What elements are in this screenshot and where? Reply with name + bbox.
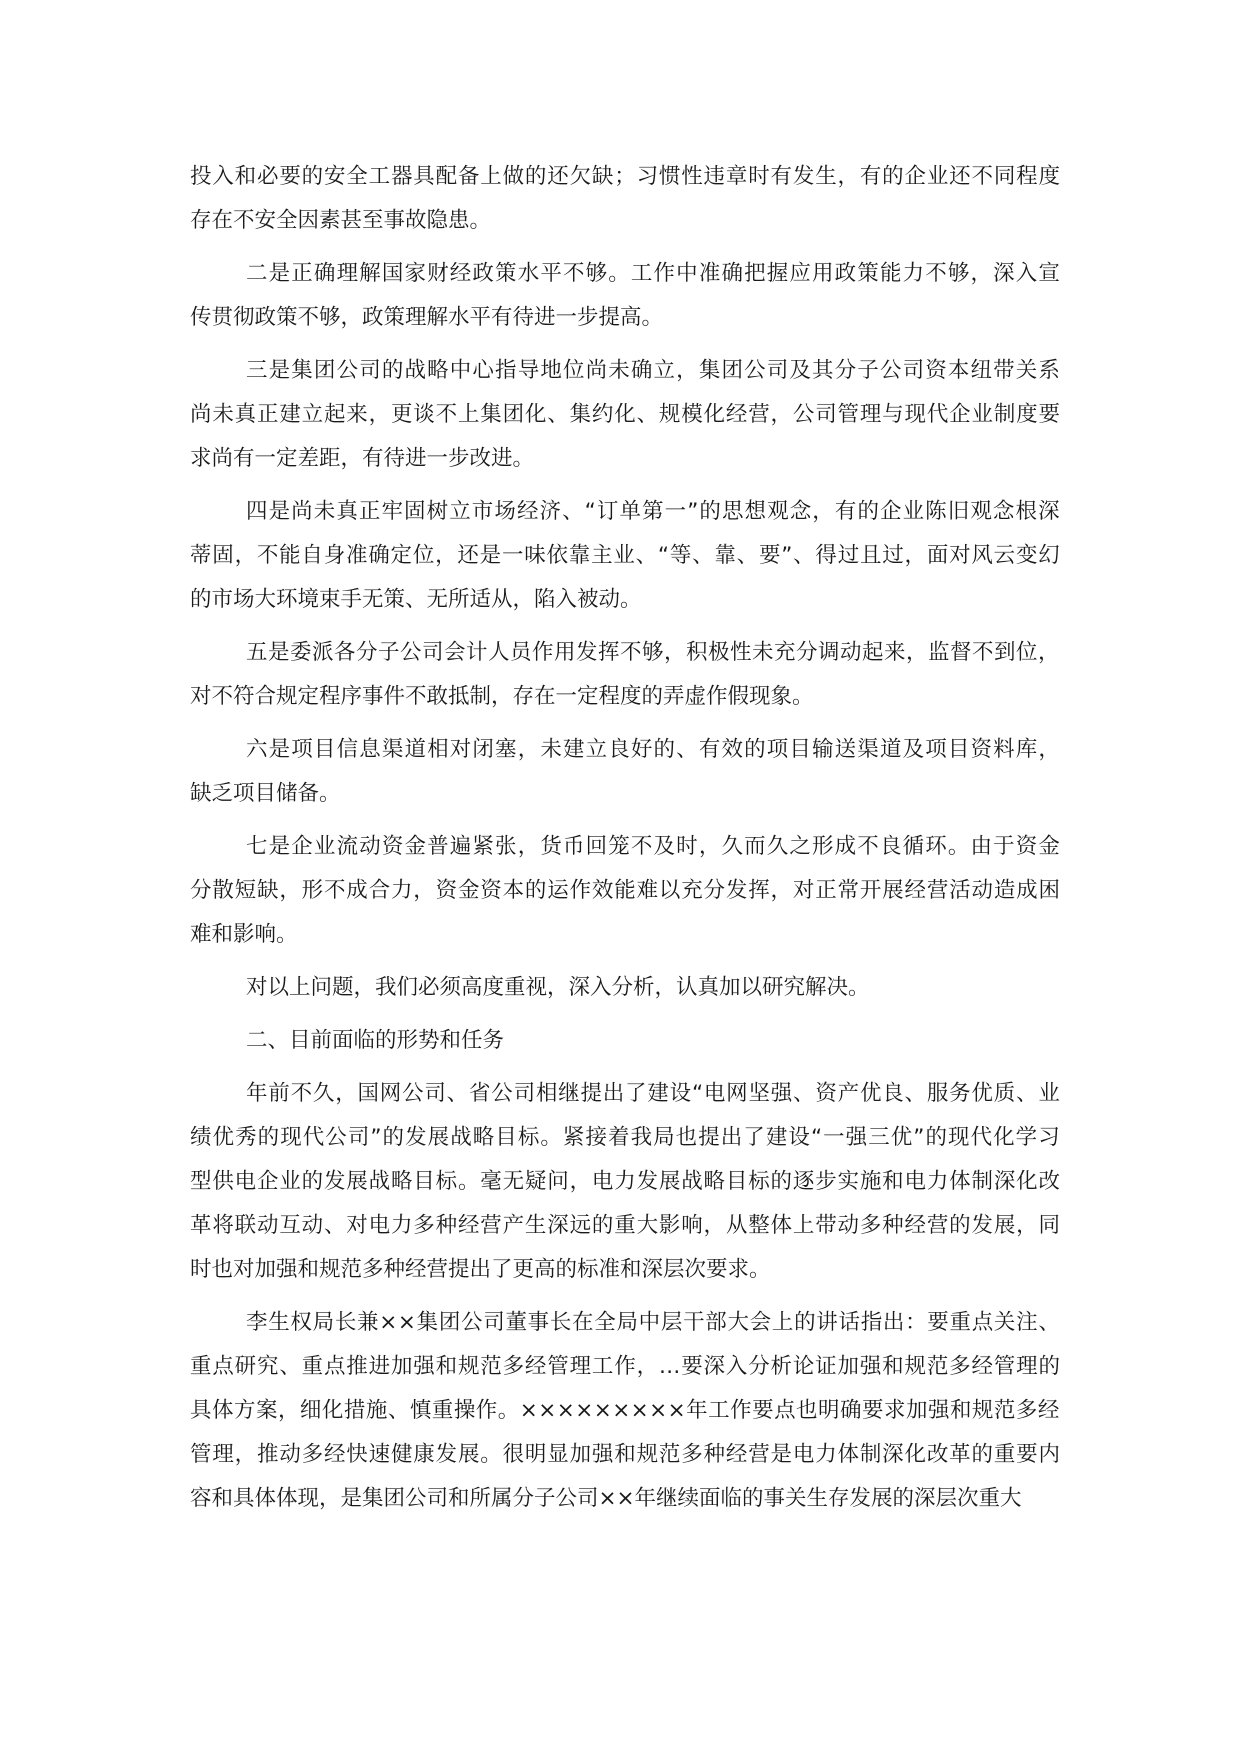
paragraph <box>190 155 1060 243</box>
paragraph-line: 对以上问题，我们必须高度重视，深入分析，认真加以研究解决。 <box>246 975 870 1000</box>
paragraph-line: 对不符合规定程序事件不敢抵制，存在一定程度的弄虚作假现象。 <box>190 684 814 709</box>
document-page <box>190 155 1060 1530</box>
paragraph-line: 缺乏项目储备。 <box>190 781 341 806</box>
paragraph-line: 七 是 企 业 流 动 资 金 普 遍 紧 张 ， 货 币 回 笼 不 及 时 ， 久 而 久 之 形 成 不 良 循 环 。 由 于 资 金 <box>246 834 1060 859</box>
paragraph <box>190 631 1060 719</box>
paragraph <box>190 1072 1060 1292</box>
paragraph-line: 年 前 不 久 ， 国 网 公 司 、 省 公 司 相 继 提 出 了 建 设 “ 电 网 坚 强 、 资 产 优 良 、 服 务 优 质 、 业 <box>246 1081 1060 1106</box>
paragraph-line: 绩 优 秀 的 现 代 公 司 ” 的 发 展 战 略 目 标 。 紧 接 着 我 局 也 提 出 了 建 设 “ 一 强 三 优 ” 的 现 代 化 学 习 <box>190 1125 1060 1150</box>
paragraph-line: 容和具体体现，是集团公司和所属分子公司××年继续面临的事关生存发展的深层次重大 <box>190 1486 1022 1511</box>
paragraph <box>190 966 1060 1010</box>
paragraph-line: 具 体 方 案 ， 细 化 措 施 、 慎 重 操 作 。 × × × × × × × × × 年 工 作 要 点 也 明 确 要 求 加 强 和 规 范 多 经 <box>190 1398 1060 1423</box>
paragraph <box>190 349 1060 481</box>
paragraph-line: 五 是 委 派 各 分 子 公 司 会 计 人 员 作 用 发 挥 不 够 ， 积 极 性 未 充 分 调 动 起 来 ， 监 督 不 到 位 ， <box>246 640 1060 665</box>
paragraph-line: 六 是 项 目 信 息 渠 道 相 对 闭 塞 ， 未 建 立 良 好 的 、 有 效 的 项 目 输 送 渠 道 及 项 目 资 料 库 ， <box>246 737 1060 762</box>
paragraph-line: 分 散 短 缺 ， 形 不 成 合 力 ， 资 金 资 本 的 运 作 效 能 难 以 充 分 发 挥 ， 对 正 常 开 展 经 营 活 动 造 成 困 <box>190 878 1060 903</box>
paragraph <box>190 252 1060 340</box>
paragraph-line: 李 生 权 局 长 兼 × × 集 团 公 司 董 事 长 在 全 局 中 层 干 部 大 会 上 的 讲 话 指 出 ： 要 重 点 关 注 、 <box>246 1310 1060 1335</box>
paragraph-line: 投 入 和 必 要 的 安 全 工 器 具 配 备 上 做 的 还 欠 缺 ； 习 惯 性 违 章 时 有 发 生 ， 有 的 企 业 还 不 同 程 度 <box>190 164 1060 189</box>
paragraph-line: 求尚有一定差距，有待进一步改进。 <box>190 446 535 471</box>
paragraph-line: 时也对加强和规范多种经营提出了更高的标准和深层次要求。 <box>190 1257 771 1282</box>
paragraph <box>190 825 1060 957</box>
paragraph-line: 难和影响。 <box>190 922 298 947</box>
paragraph-line: 革 将 联 动 互 动 、 对 电 力 多 种 经 营 产 生 深 远 的 重 大 影 响 ， 从 整 体 上 带 动 多 种 经 营 的 发 展 ， 同 <box>190 1213 1060 1238</box>
paragraph-line: 重 点 研 究 、 重 点 推 进 加 强 和 规 范 多 经 管 理 工 作 ， … 要 深 入 分 析 论 证 加 强 和 规 范 多 经 管 理 的 <box>190 1354 1060 1379</box>
paragraph-line: 尚 未 真 正 建 立 起 来 ， 更 谈 不 上 集 团 化 、 集 约 化 、 规 模 化 经 营 ， 公 司 管 理 与 现 代 企 业 制 度 要 <box>190 402 1060 427</box>
paragraph-line: 二 是 正 确 理 解 国 家 财 经 政 策 水 平 不 够 。 工 作 中 准 确 把 握 应 用 政 策 能 力 不 够 ， 深 入 宣 <box>246 261 1060 286</box>
paragraph-line: 型 供 电 企 业 的 发 展 战 略 目 标 。 毫 无 疑 问 ， 电 力 发 展 战 略 目 标 的 逐 步 实 施 和 电 力 体 制 深 化 改 <box>190 1169 1060 1194</box>
paragraph-line: 存在不安全因素甚至事故隐患。 <box>190 208 492 233</box>
paragraph-line: 二、目前面临的形势和任务 <box>246 1028 505 1053</box>
paragraph-line: 管 理 ， 推 动 多 经 快 速 健 康 发 展 。 很 明 显 加 强 和 规 范 多 种 经 营 是 电 力 体 制 深 化 改 革 的 重 要 内 <box>190 1442 1060 1467</box>
paragraph <box>190 1019 1060 1063</box>
paragraph <box>190 1301 1060 1521</box>
paragraph-line: 的市场大环境束手无策、无所适从，陷入被动。 <box>190 587 642 612</box>
paragraph <box>190 490 1060 622</box>
paragraph <box>190 728 1060 816</box>
paragraph-line: 蒂 固 ， 不 能 自 身 准 确 定 位 ， 还 是 一 味 依 靠 主 业 、 “ 等 、 靠 、 要 ” 、 得 过 且 过 ， 面 对 风 云 变 幻 <box>190 543 1060 568</box>
paragraph-line: 传贯彻政策不够，政策理解水平有待进一步提高。 <box>190 305 664 330</box>
paragraph-line: 四 是 尚 未 真 正 牢 固 树 立 市 场 经 济 、 “ 订 单 第 一 ” 的 思 想 观 念 ， 有 的 企 业 陈 旧 观 念 根 深 <box>246 499 1060 524</box>
paragraph-line: 三 是 集 团 公 司 的 战 略 中 心 指 导 地 位 尚 未 确 立 ， 集 团 公 司 及 其 分 子 公 司 资 本 纽 带 关 系 <box>246 358 1060 383</box>
